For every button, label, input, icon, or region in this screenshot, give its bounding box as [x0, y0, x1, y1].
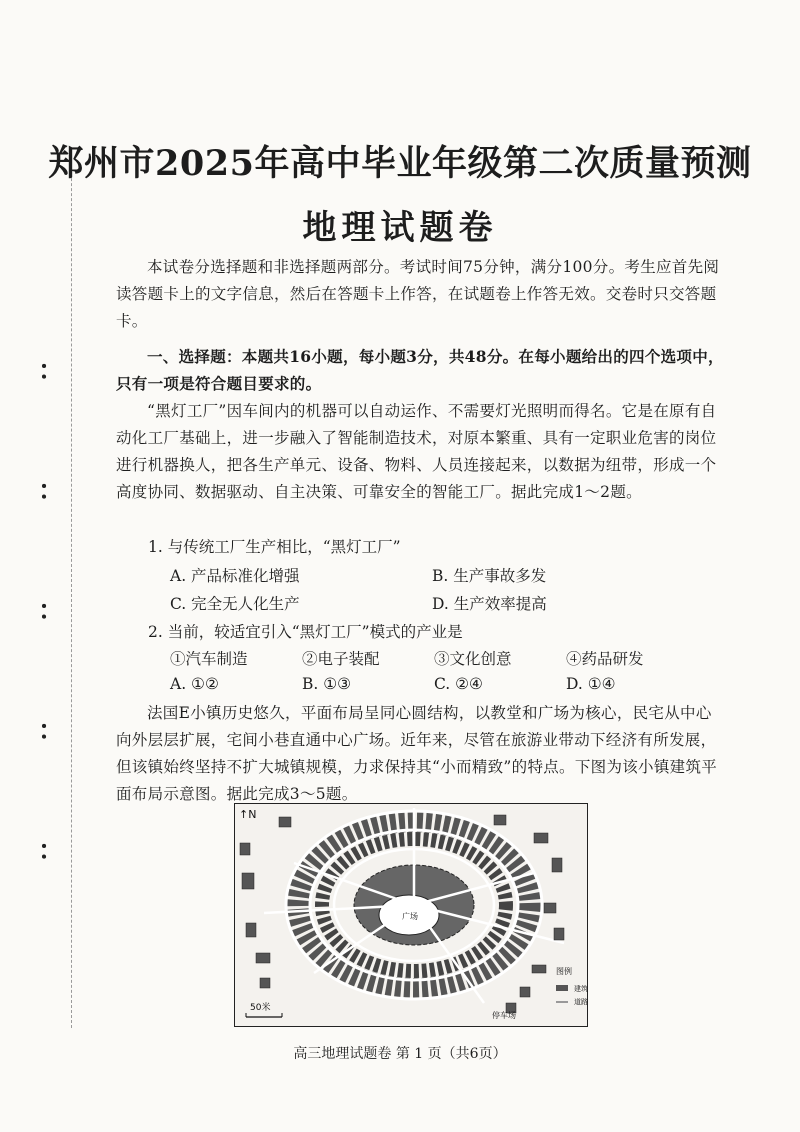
- margin-mark: ：: [38, 356, 65, 386]
- q2-item-2: ②电子装配: [302, 650, 380, 668]
- q1-option-b: B. 生产事故多发: [432, 567, 547, 585]
- q1-option-d: D. 生产效率提高: [432, 595, 547, 613]
- exam-subtitle: 地理试题卷: [302, 208, 498, 248]
- passage-2: 法国E小镇历史悠久，平面布局呈同心圆结构，以教堂和广场为核心，民宅从中心向外层层扩展，宅间小巷直通中心广场。近年来，尽管在旅游业带动下经济有所发展，但该镇始终坚持不扩大城镇规模，力求保持其“小而精致”的特点。下图为该小镇建筑平面布局示意图。据此完成3～5题。: [116, 704, 718, 803]
- margin-mark: ：: [38, 716, 65, 746]
- town-layout-map: [234, 803, 588, 1027]
- margin-mark: ：: [38, 596, 65, 626]
- q2-option-c: C. ②④: [434, 675, 483, 693]
- q2-option-d: D. ①④: [566, 675, 616, 693]
- margin-mark: ：: [38, 476, 65, 506]
- legend-road-label: 道路: [574, 998, 588, 1006]
- q1-option-c: C. 完全无人化生产: [170, 595, 300, 613]
- question-2-stem: 2. 当前，较适宜引入“黑灯工厂”模式的产业是: [148, 623, 463, 641]
- question-1-stem: 1. 与传统工厂生产相比，“黑灯工厂”: [148, 538, 401, 556]
- legend-building-swatch: [556, 985, 568, 991]
- binding-dashed-line: [71, 148, 72, 1028]
- q1-option-a: A. 产品标准化增强: [170, 567, 300, 585]
- exam-title: 郑州市2025年高中毕业年级第二次质量预测: [48, 143, 752, 184]
- page-footer: 高三地理试题卷 第 1 页（共6页）: [293, 1046, 507, 1062]
- legend-building-label: 建筑: [574, 985, 588, 993]
- section-heading: 一、选择题：本题共16小题，每小题3分，共48分。在每小题给出的四个选项中，只有一项是符合题目要求的。: [116, 347, 724, 393]
- scale-label: 50米: [250, 1003, 271, 1013]
- plaza-label: 广场: [402, 912, 418, 921]
- q2-item-4: ④药品研发: [566, 650, 644, 668]
- q2-item-1: ①汽车制造: [170, 650, 248, 668]
- q2-option-b: B. ①③: [302, 675, 352, 693]
- north-arrow: ↑N: [239, 808, 257, 821]
- parking-label: 停车场: [492, 1011, 516, 1020]
- intro-paragraph: 本试卷分选择题和非选择题两部分。考试时间75分钟，满分100分。考生应首先阅读答题卡上的文字信息，然后在答题卡上作答，在试题卷上作答无效。交卷时只交答题卡。: [116, 258, 720, 330]
- passage-1: “黑灯工厂”因车间内的机器可以自动运作、不需要灯光照明而得名。它是在原有自动化工厂基础上，进一步融入了智能制造技术，对原本繁重、具有一定职业危害的岗位进行机器换人，把各生产单元、设备、物料、人员连接起来，以数据为纽带，形成一个高度协同、数据驱动、自主决策、可靠安全的智能工厂。据此完成1～2题。: [116, 402, 717, 501]
- q2-item-3: ③文化创意: [434, 650, 512, 668]
- legend-title: 图例: [556, 967, 572, 976]
- q2-option-a: A. ①②: [170, 675, 219, 693]
- margin-mark: ：: [38, 836, 65, 866]
